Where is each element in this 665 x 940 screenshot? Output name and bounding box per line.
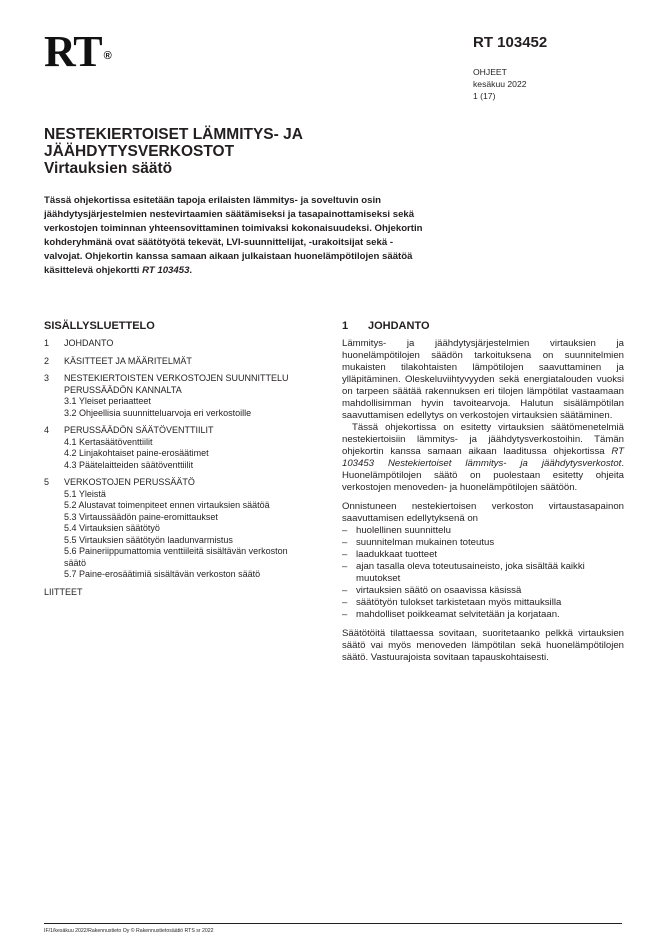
paragraph-1: Lämmitys- ja jäähdytysjärjestelmien virtauksien ja huonelämpötilojen säädön tarkoituksena on suunnitelmien mukaisten tilakohtaisten lämpötilojen saavuttaminen ja ylläpitäminen. Oleskeluviihtyvyyden sekä energiatalouden vuoksi on tarpeen säätää rakennuksen eri tilojen lämpötilat vastaamaan mahdollisimman hyvin tavoitearvoja. Halutun sisälämpötilan saavuttamisen edellytys on verkostojen virtauksien säätäminen. bbox=[342, 338, 624, 421]
meta-type: OHJEET bbox=[473, 67, 507, 77]
requirements-list bbox=[342, 525, 624, 621]
document-title bbox=[44, 126, 374, 160]
toc-number: 2 bbox=[44, 355, 50, 366]
abstract-text: Tässä ohjekortissa esitetään tapoja erilaisten lämmitys- ja soveltuvin osin jäähdytysjärjestelmien nestevirtaamien säätämiseksi ja tasapainottamiseksi sekä verkostojen toiminnan yhteensovittaminen toimivaksi kokonaisuudeksi. Ohjekortin kohderyhmänä ovat säätötyötä tekevät, LVI-suunnittelijat, -urakoitsijat sekä -valvojat. Ohjekortin kanssa samaan aikaan julkaistaan huonelämpötilojen säätöä käsittelevä ohjekortti bbox=[44, 195, 423, 276]
toc-label: KÄSITTEET JA MÄÄRITELMÄT bbox=[64, 355, 192, 366]
toc-item-4[interactable] bbox=[44, 425, 314, 437]
footer-text: IF/1/kesäkuu 2022/Rakennustieto Oy © Rakennustietosäätiö RTS sr 2022 bbox=[44, 928, 214, 934]
meta-date: kesäkuu 2022 bbox=[473, 79, 527, 89]
title-line-2: JÄÄHDYTYSVERKOSTOT bbox=[44, 143, 235, 160]
list-item: – säätötyön tulokset tarkistetaan myös mittauksilla bbox=[342, 597, 624, 609]
toc-subitem-4-1[interactable]: 4.1 Kertasäätöventtiilit bbox=[64, 436, 153, 447]
toc-label: VERKOSTOJEN PERUSSÄÄTÖ bbox=[64, 477, 195, 487]
toc-number: 1 bbox=[44, 338, 50, 348]
table-of-contents bbox=[44, 338, 314, 598]
paragraph-4: Säätötöitä tilattaessa sovitaan, suoritetaanko pelkkä virtauksien säätö vai myös menoveden lämpötilan sekä huonelämpötilojen säätö. Vastuurajoista sovitaan tapauskohtaisesti. bbox=[342, 628, 624, 663]
rt-logo bbox=[44, 27, 112, 76]
paragraph-2-reference: RT 103453 Nestekiertoiset lämmitys- ja jäähdytysverkostot bbox=[342, 446, 624, 469]
title-line-1: NESTEKIERTOISET LÄMMITYS- JA bbox=[44, 126, 303, 143]
toc-number: 3 bbox=[44, 373, 50, 383]
meta-page: 1 (17) bbox=[473, 91, 496, 101]
list-item: – huolellinen suunnittelu bbox=[342, 525, 624, 537]
abstract bbox=[44, 194, 424, 278]
paragraph-2 bbox=[342, 422, 624, 494]
toc-subitem-5-5[interactable]: 5.5 Virtauksien säätötyön laadunvarmistus bbox=[64, 534, 233, 545]
document-meta bbox=[473, 66, 527, 102]
toc-label: NESTEKIERTOISTEN VERKOSTOJEN SUUNNITTELU bbox=[64, 373, 289, 383]
toc-subitem-3-1[interactable]: 3.1 Yleiset periaatteet bbox=[64, 396, 151, 406]
abstract-end: . bbox=[189, 265, 193, 276]
list-item: – virtauksien säätö on osaavissa käsissä bbox=[342, 585, 624, 597]
toc-label: JOHDANTO bbox=[64, 338, 114, 348]
toc-item-3[interactable] bbox=[44, 373, 314, 385]
toc-subitem-5-6[interactable]: 5.6 Paineriippumattomia venttiileitä sisältävän verkoston bbox=[64, 546, 288, 556]
logo-text: RT bbox=[44, 27, 102, 76]
toc-subitem-3-2[interactable]: 3.2 Ohjeellisia suunnitteluarvoja eri verkostoille bbox=[64, 407, 252, 418]
toc-subitem-5-2[interactable]: 5.2 Alustavat toimenpiteet ennen virtauksien säätöä bbox=[64, 500, 270, 510]
toc-item-5[interactable] bbox=[44, 477, 314, 489]
registered-mark: ® bbox=[103, 50, 112, 62]
toc-item-2[interactable] bbox=[44, 356, 314, 368]
toc-item-1[interactable] bbox=[44, 338, 314, 350]
toc-subitem-5-4[interactable]: 5.4 Virtauksien säätötyö bbox=[64, 523, 160, 533]
section-number: 1 bbox=[342, 320, 349, 332]
toc-number: 5 bbox=[44, 477, 50, 487]
toc-subitem-5-7[interactable]: 5.7 Paine-erosäätimiä sisältävän verkoston säätö bbox=[64, 569, 261, 579]
paragraph-3: Onnistuneen nestekiertoisen verkoston virtaustasapainon saavuttamisen edellytyksenä on bbox=[342, 501, 624, 524]
toc-subitem-5-6-continued[interactable]: säätö bbox=[64, 557, 87, 568]
toc-label: PERUSSÄÄDÖN SÄÄTÖVENTTIILIT bbox=[64, 425, 214, 435]
toc-number: 4 bbox=[44, 425, 50, 435]
section-heading bbox=[342, 320, 430, 332]
toc-appendices[interactable]: LIITTEET bbox=[44, 586, 83, 597]
toc-subitem-5-1[interactable]: 5.1 Yleistä bbox=[64, 488, 106, 499]
paragraph-2-end: . Huonelämpötilojen säätö on puolestaan esitetty ohjeita verkostojen menoveden- ja huonelämpötilojen säätöön. bbox=[342, 458, 624, 493]
footer-divider bbox=[44, 923, 622, 924]
section-body bbox=[342, 338, 624, 664]
toc-subitem-4-2[interactable]: 4.2 Linjakohtaiset paine-erosäätimet bbox=[64, 448, 209, 458]
list-item: – laadukkaat tuotteet bbox=[342, 549, 624, 561]
list-item: – ajan tasalla oleva toteutusaineisto, joka sisältää kaikki muutokset bbox=[342, 561, 624, 585]
abstract-reference: RT 103453 bbox=[142, 265, 190, 276]
document-subtitle: Virtauksien säätö bbox=[44, 160, 173, 177]
toc-subitem-4-3[interactable]: 4.3 Päätelaitteiden säätöventtiilit bbox=[64, 459, 194, 470]
list-item: – suunnitelman mukainen toteutus bbox=[342, 537, 624, 549]
paragraph-2-text: Tässä ohjekortissa on esitetty virtauksien säätömenetelmiä nestekiertoisiin lämmitys- ja jäähdytysverkostoihin. Tämän ohjekortin kanssa samaan aikaan laaditussa ohjekortissa bbox=[342, 422, 624, 457]
toc-subitem-5-3[interactable]: 5.3 Virtaussäädön paine-eromittaukset bbox=[64, 511, 218, 522]
list-item: – mahdolliset poikkeamat selvitetään ja korjataan. bbox=[342, 609, 624, 621]
toc-label-continued: PERUSSÄÄDÖN KANNALTA bbox=[64, 384, 182, 395]
toc-heading: SISÄLLYSLUETTELO bbox=[44, 320, 155, 332]
section-title: JOHDANTO bbox=[368, 320, 430, 332]
document-number: RT 103452 bbox=[473, 34, 548, 51]
